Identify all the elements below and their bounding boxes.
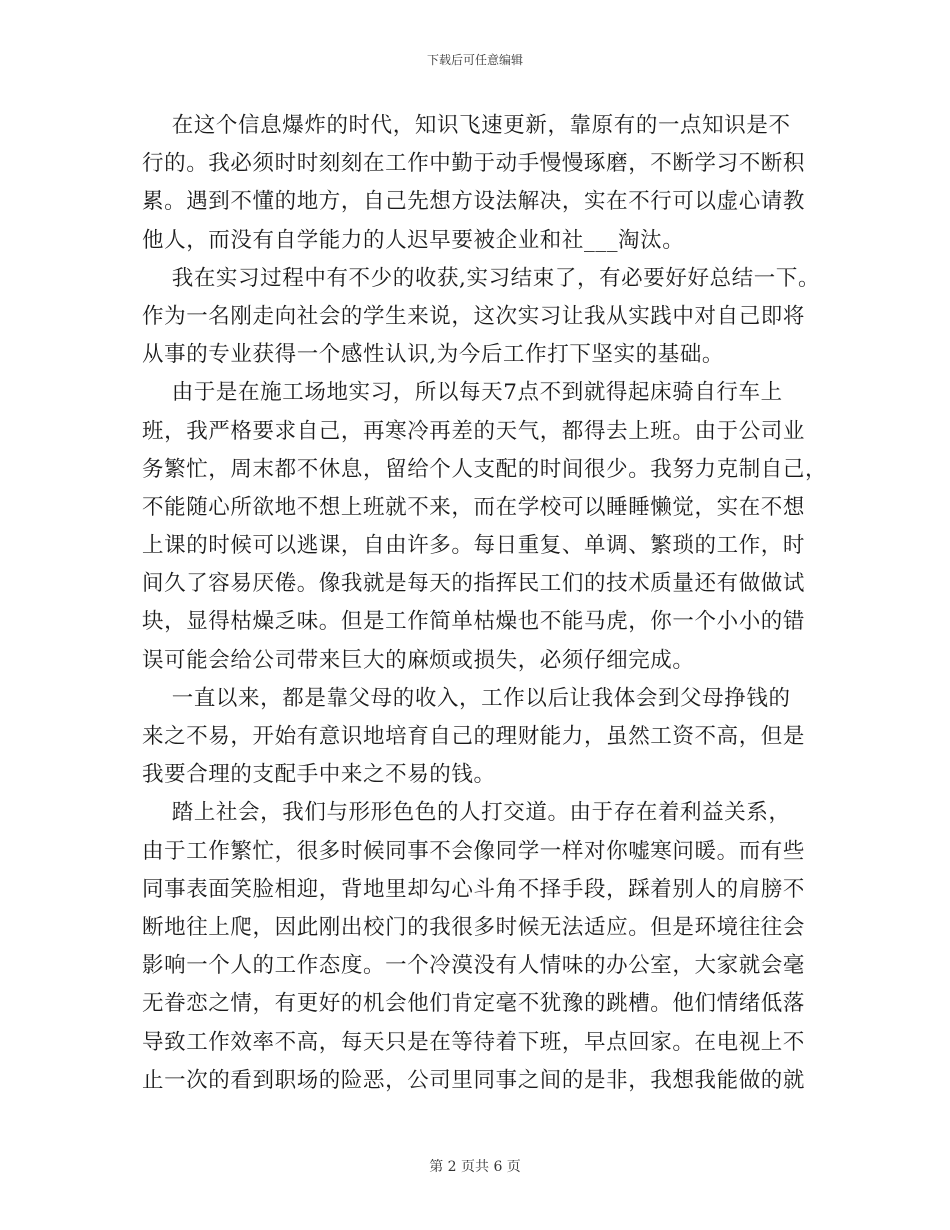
text-line: 在这个信息爆炸的时代，知识飞速更新，靠原有的一点知识是不	[142, 113, 791, 138]
text-line: 一直以来，都是靠父母的收入，工作以后让我体会到父母挣钱的	[142, 685, 791, 711]
text-line: 导致工作效率不高，每天只是在等待着下班，早点回家。在电视上不	[142, 1029, 806, 1055]
text-line: 块，显得枯燥乏味。但是工作简单枯燥也不能马虎，你一个小小的错	[142, 609, 806, 635]
text-line: 班，我严格要求自己，再寒冷再差的天气，都得去上班。由于公司业	[142, 418, 806, 444]
text-line: 间久了容易厌倦。像我就是每天的指挥民工们的技术质量还有做做试	[142, 571, 806, 597]
text-line: 来之不易，开始有意识地培育自己的理财能力，虽然工资不高，但是	[142, 724, 806, 749]
page-header: 下载后可任意编辑	[426, 53, 523, 67]
text-line: 从事的专业获得一个感性认识,为今后工作打下坚实的基础。	[142, 342, 725, 368]
text-line: 无眷恋之情，有更好的机会他们肯定毫不犹豫的跳槽。他们情绪低落	[142, 991, 806, 1017]
text-line: 踏上社会，我们与形形色色的人打交道。由于存在着利益关系，	[142, 800, 791, 826]
text-line: 由于是在施工场地实习，所以每天7点不到就得起床骑自行车上	[142, 380, 783, 406]
page-footer: 第 2 页共 6 页	[429, 1159, 521, 1175]
text-line: 断地往上爬，因此刚出校门的我很多时候无法适应。但是环境往往会	[142, 914, 806, 940]
text-line: 他人，而没有自学能力的人迟早要被企业和社___淘汰。	[142, 227, 685, 253]
text-line: 我要合理的支配手中来之不易的钱。	[142, 762, 496, 788]
text-line: 作为一名刚走向社会的学生来说，这次实习让我从实践中对自己即将	[142, 303, 806, 329]
text-line: 上课的时候可以逃课，自由许多。每日重复、单调、繁琐的工作，时	[142, 533, 806, 559]
text-line: 累。遇到不懂的地方，自己先想方设法解决，实在不行可以虚心请教	[142, 189, 806, 215]
text-line: 不能随心所欲地不想上班就不来，而在学校可以睡睡懒觉，实在不想	[142, 494, 806, 520]
text-line: 由于工作繁忙，很多时候同事不会像同学一样对你嘘寒问暖。而有些	[142, 838, 806, 864]
text-line: 行的。我必须时时刻刻在工作中勤于动手慢慢琢磨，不断学习不断积	[142, 151, 806, 177]
text-line: 务繁忙，周末都不休息，留给个人支配的时间很少。我努力克制自己，	[142, 456, 828, 482]
document-body	[142, 107, 828, 1100]
text-line: 误可能会给公司带来巨大的麻烦或损失，必须仔细完成。	[142, 647, 695, 673]
text-line: 影响一个人的工作态度。一个冷漠没有人情味的办公室，大家就会毫	[142, 953, 806, 979]
text-line: 同事表面笑脸相迎，背地里却勾心斗角不择手段，踩着别人的肩膀不	[142, 876, 806, 902]
text-line: 我在实习过程中有不少的收获,实习结束了，有必要好好总结一下。	[142, 265, 821, 291]
text-line: 止一次的看到职场的险恶，公司里同事之间的是非，我想我能做的就	[142, 1067, 806, 1093]
